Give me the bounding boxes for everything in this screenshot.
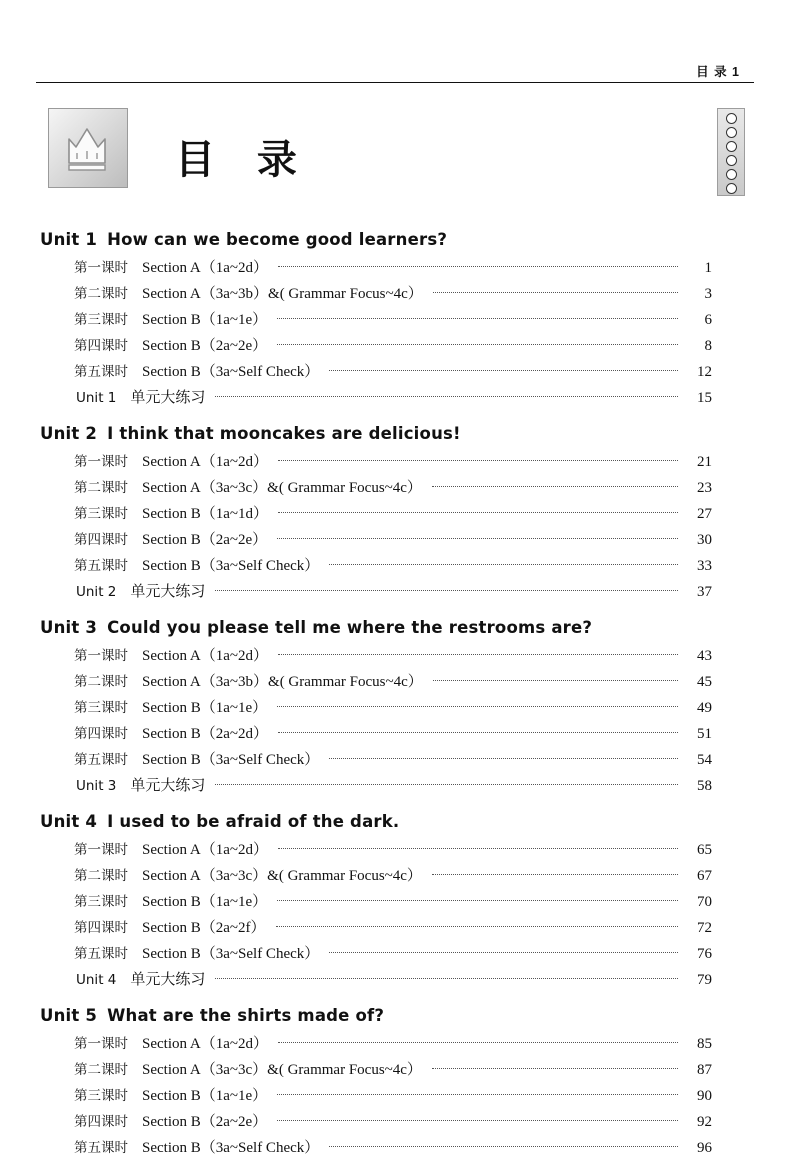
toc-entry[interactable] bbox=[40, 643, 712, 669]
toc-entry-page: 96 bbox=[697, 1140, 712, 1156]
toc-entry[interactable] bbox=[40, 721, 712, 747]
unit-number: Unit 5 bbox=[40, 1006, 98, 1025]
page-header bbox=[36, 62, 754, 84]
toc-entry-lesson: 第二课时 bbox=[74, 1062, 128, 1078]
toc-entry[interactable] bbox=[40, 307, 712, 333]
unit-block bbox=[40, 1006, 712, 1161]
toc-entry[interactable] bbox=[40, 359, 712, 385]
toc-entry-page: 43 bbox=[697, 648, 712, 664]
toc-entry-section: 单元大练习 bbox=[130, 778, 206, 794]
toc-entry[interactable] bbox=[40, 1031, 712, 1057]
toc-entry-page: 51 bbox=[697, 726, 712, 742]
dot-leader bbox=[329, 1138, 678, 1153]
toc-entry-lesson: 第三课时 bbox=[74, 700, 128, 716]
toc-entry-page: 72 bbox=[697, 920, 712, 936]
dot-leader bbox=[278, 840, 678, 855]
toc-entry[interactable] bbox=[40, 449, 712, 475]
toc-entry-lesson: 第五课时 bbox=[74, 946, 128, 962]
toc-entry-page: 3 bbox=[704, 286, 712, 302]
toc-entry-page: 65 bbox=[697, 842, 712, 858]
dot-leader bbox=[215, 970, 678, 985]
toc-entry[interactable] bbox=[40, 1057, 712, 1083]
toc-entry-section: Section B（1a~1e） bbox=[142, 1088, 268, 1104]
toc-entry-section: Section A（3a~3c）&( Grammar Focus~4c） bbox=[142, 868, 422, 884]
toc-entry[interactable] bbox=[40, 967, 712, 993]
toc-entry-page: 49 bbox=[697, 700, 712, 716]
bead-icon bbox=[726, 113, 737, 124]
unit-heading bbox=[40, 424, 712, 443]
unit-title-text: I think that mooncakes are delicious! bbox=[107, 424, 461, 443]
toc-entry-section: 单元大练习 bbox=[130, 972, 206, 988]
toc-entry[interactable] bbox=[40, 475, 712, 501]
dot-leader bbox=[329, 944, 678, 959]
dot-leader bbox=[215, 582, 678, 597]
dot-leader bbox=[277, 1086, 678, 1101]
bead-icon bbox=[726, 169, 737, 180]
toc-entry[interactable] bbox=[40, 889, 712, 915]
toc-entry-section: Section B（2a~2e） bbox=[142, 532, 268, 548]
toc-entry[interactable] bbox=[40, 255, 712, 281]
toc-entry-lesson: 第三课时 bbox=[74, 1088, 128, 1104]
toc-entry-page: 27 bbox=[697, 506, 712, 522]
toc-entry-lesson: 第二课时 bbox=[74, 868, 128, 884]
unit-block bbox=[40, 424, 712, 605]
toc-entry-page: 21 bbox=[697, 454, 712, 470]
unit-number: Unit 3 bbox=[40, 618, 98, 637]
toc-entry-lesson: 第四课时 bbox=[74, 532, 128, 548]
toc-entry-lesson: 第二课时 bbox=[74, 480, 128, 496]
dot-leader bbox=[432, 1060, 678, 1075]
toc-entry-section: Section A（3a~3c）&( Grammar Focus~4c） bbox=[142, 1062, 422, 1078]
toc-entry[interactable] bbox=[40, 695, 712, 721]
dot-leader bbox=[276, 918, 678, 933]
toc-entry[interactable] bbox=[40, 553, 712, 579]
toc-entry-page: 76 bbox=[697, 946, 712, 962]
toc-entry-page: 15 bbox=[697, 390, 712, 406]
toc-entry-lesson: Unit 4 bbox=[76, 972, 117, 988]
dot-leader bbox=[432, 866, 678, 881]
toc-entry-page: 87 bbox=[697, 1062, 712, 1078]
toc-entry[interactable] bbox=[40, 915, 712, 941]
toc-entry-section: Section B（3a~Self Check） bbox=[142, 1140, 320, 1156]
toc-entry-page: 33 bbox=[697, 558, 712, 574]
dot-leader bbox=[215, 388, 678, 403]
toc-entry-page: 70 bbox=[697, 894, 712, 910]
dot-leader bbox=[329, 362, 678, 377]
unit-block bbox=[40, 230, 712, 411]
toc-entry-page: 85 bbox=[697, 1036, 712, 1052]
dot-leader bbox=[277, 530, 678, 545]
toc-entry-section: Section B（2a~2e） bbox=[142, 1114, 268, 1130]
toc-entry-section: Section B（3a~Self Check） bbox=[142, 558, 320, 574]
toc-entry-section: Section A（3a~3c）&( Grammar Focus~4c） bbox=[142, 480, 422, 496]
dot-leader bbox=[278, 452, 678, 467]
unit-title-text: What are the shirts made of? bbox=[107, 1006, 385, 1025]
dot-leader bbox=[277, 698, 678, 713]
toc-entry[interactable] bbox=[40, 1135, 712, 1161]
toc-entry-lesson: 第四课时 bbox=[74, 1114, 128, 1130]
toc-entry[interactable] bbox=[40, 527, 712, 553]
header-divider bbox=[36, 82, 754, 83]
toc-entry-section: 单元大练习 bbox=[130, 390, 206, 406]
toc-entry-section: Section B（3a~Self Check） bbox=[142, 752, 320, 768]
running-head: 目 录 1 bbox=[696, 65, 740, 79]
toc-entry-lesson: 第五课时 bbox=[74, 558, 128, 574]
toc-entry-page: 30 bbox=[697, 532, 712, 548]
toc-entry-section: Section A（1a~2d） bbox=[142, 1036, 269, 1052]
toc-entry-lesson: 第二课时 bbox=[74, 674, 128, 690]
toc-entry-section: Section B（3a~Self Check） bbox=[142, 946, 320, 962]
unit-block bbox=[40, 812, 712, 993]
toc-entry-section: Section A（1a~2d） bbox=[142, 260, 269, 276]
unit-number: Unit 4 bbox=[40, 812, 98, 831]
toc-entry-page: 6 bbox=[704, 312, 712, 328]
toc-entry-page: 92 bbox=[697, 1114, 712, 1130]
toc-entry-lesson: 第三课时 bbox=[74, 894, 128, 910]
toc-entry-lesson: 第三课时 bbox=[74, 312, 128, 328]
toc-entry-section: Section B（1a~1e） bbox=[142, 312, 268, 328]
toc-entry-section: Section B（1a~1d） bbox=[142, 506, 269, 522]
toc-entry[interactable] bbox=[40, 669, 712, 695]
dot-leader bbox=[433, 672, 678, 687]
unit-title-text: I used to be afraid of the dark. bbox=[107, 812, 400, 831]
bead-icon bbox=[726, 127, 737, 138]
toc-entry[interactable] bbox=[40, 281, 712, 307]
unit-heading bbox=[40, 230, 712, 249]
toc-entry[interactable] bbox=[40, 385, 712, 411]
toc-entry-section: Section A（1a~2d） bbox=[142, 842, 269, 858]
toc-entry-lesson: Unit 1 bbox=[76, 390, 117, 406]
toc-entry[interactable] bbox=[40, 747, 712, 773]
crown-icon bbox=[49, 109, 125, 185]
toc-entry-lesson: 第一课时 bbox=[74, 648, 128, 664]
toc-entry-lesson: Unit 2 bbox=[76, 584, 117, 600]
toc-entry-lesson: 第四课时 bbox=[74, 726, 128, 742]
dot-leader bbox=[278, 1034, 678, 1049]
dot-leader bbox=[278, 258, 678, 273]
toc-entry-section: Section A（1a~2d） bbox=[142, 648, 269, 664]
toc-entry-lesson: 第五课时 bbox=[74, 364, 128, 380]
toc-entry-page: 1 bbox=[704, 260, 712, 276]
dot-leader bbox=[277, 892, 678, 907]
dot-leader bbox=[277, 310, 678, 325]
toc-entry-section: Section A（3a~3b）&( Grammar Focus~4c） bbox=[142, 674, 423, 690]
toc-entry-lesson: 第四课时 bbox=[74, 920, 128, 936]
toc-entry-lesson: 第四课时 bbox=[74, 338, 128, 354]
unit-heading bbox=[40, 1006, 712, 1025]
toc-entry-section: Section A（1a~2d） bbox=[142, 454, 269, 470]
toc-entry-section: Section B（2a~2f） bbox=[142, 920, 266, 936]
toc-entry[interactable] bbox=[40, 837, 712, 863]
dot-leader bbox=[278, 646, 678, 661]
toc-entry[interactable] bbox=[40, 1083, 712, 1109]
toc-entry[interactable] bbox=[40, 863, 712, 889]
unit-heading bbox=[40, 812, 712, 831]
unit-title-text: Could you please tell me where the restrooms are? bbox=[107, 618, 593, 637]
toc-entry[interactable] bbox=[40, 579, 712, 605]
dot-leader bbox=[277, 1112, 678, 1127]
bead-decoration bbox=[717, 108, 745, 196]
unit-heading bbox=[40, 618, 712, 637]
dot-leader bbox=[329, 556, 678, 571]
toc-entry-page: 67 bbox=[697, 868, 712, 884]
unit-number: Unit 2 bbox=[40, 424, 98, 443]
dot-leader bbox=[215, 776, 678, 791]
toc-entry-page: 12 bbox=[697, 364, 712, 380]
bead-icon bbox=[726, 155, 737, 166]
toc-entry-page: 45 bbox=[697, 674, 712, 690]
unit-title-text: How can we become good learners? bbox=[107, 230, 448, 249]
toc-entry[interactable] bbox=[40, 773, 712, 799]
crown-logo bbox=[48, 108, 128, 188]
toc-entry-page: 79 bbox=[697, 972, 712, 988]
toc-entry[interactable] bbox=[40, 941, 712, 967]
toc-entry-page: 8 bbox=[704, 338, 712, 354]
toc-entry-page: 54 bbox=[697, 752, 712, 768]
dot-leader bbox=[278, 504, 678, 519]
toc-entry-section: Section B（1a~1e） bbox=[142, 700, 268, 716]
toc-entry-section: Section A（3a~3b）&( Grammar Focus~4c） bbox=[142, 286, 423, 302]
dot-leader bbox=[278, 724, 678, 739]
toc-entry-lesson: 第一课时 bbox=[74, 842, 128, 858]
unit-number: Unit 1 bbox=[40, 230, 98, 249]
toc-entry-page: 37 bbox=[697, 584, 712, 600]
dot-leader bbox=[432, 478, 678, 493]
toc-entry-lesson: Unit 3 bbox=[76, 778, 117, 794]
page-title: 目 录 bbox=[175, 137, 311, 183]
bead-icon bbox=[726, 183, 737, 194]
table-of-contents bbox=[40, 230, 712, 1162]
toc-entry-lesson: 第一课时 bbox=[74, 1036, 128, 1052]
unit-block bbox=[40, 618, 712, 799]
dot-leader bbox=[329, 750, 678, 765]
toc-entry-lesson: 第一课时 bbox=[74, 260, 128, 276]
toc-entry-section: Section B（1a~1e） bbox=[142, 894, 268, 910]
bead-icon bbox=[726, 141, 737, 152]
toc-entry-page: 90 bbox=[697, 1088, 712, 1104]
toc-entry-lesson: 第三课时 bbox=[74, 506, 128, 522]
toc-entry-lesson: 第五课时 bbox=[74, 1140, 128, 1156]
toc-entry-page: 58 bbox=[697, 778, 712, 794]
toc-entry[interactable] bbox=[40, 333, 712, 359]
toc-entry[interactable] bbox=[40, 1109, 712, 1135]
toc-entry-section: Section B（2a~2d） bbox=[142, 726, 269, 742]
toc-entry-lesson: 第五课时 bbox=[74, 752, 128, 768]
dot-leader bbox=[277, 336, 678, 351]
toc-entry-section: Section B（2a~2e） bbox=[142, 338, 268, 354]
toc-entry-page: 23 bbox=[697, 480, 712, 496]
toc-entry-lesson: 第一课时 bbox=[74, 454, 128, 470]
toc-entry-section: 单元大练习 bbox=[130, 584, 206, 600]
toc-entry-section: Section B（3a~Self Check） bbox=[142, 364, 320, 380]
toc-entry[interactable] bbox=[40, 501, 712, 527]
dot-leader bbox=[433, 284, 678, 299]
toc-entry-lesson: 第二课时 bbox=[74, 286, 128, 302]
